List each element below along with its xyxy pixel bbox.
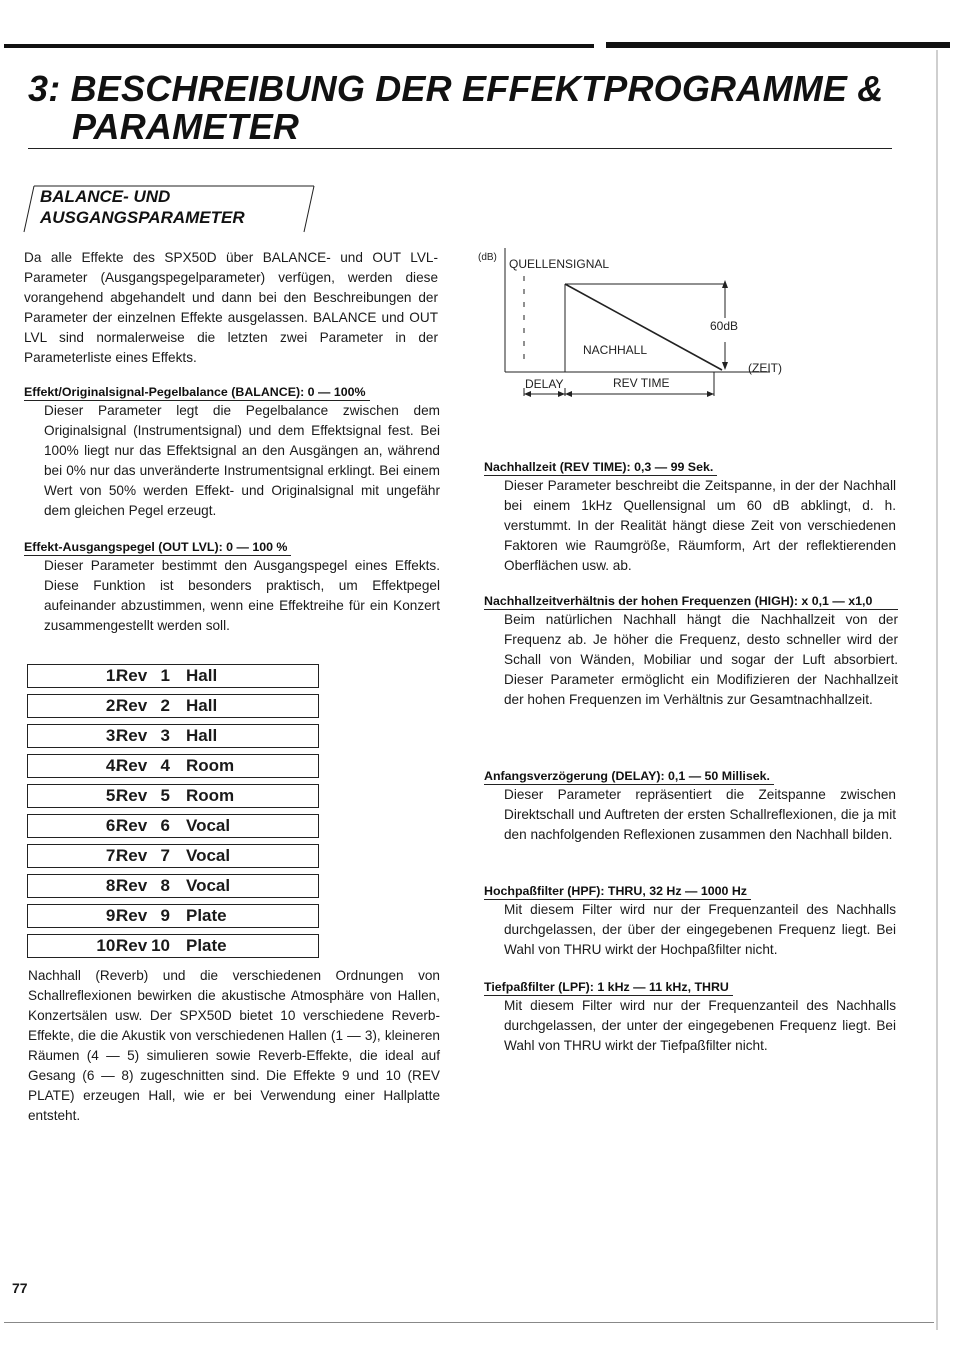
program-number: 2. [105,696,120,715]
program-type: Vocal [186,816,231,835]
program-type: Hall [186,696,218,715]
program-number: 3. [105,726,120,745]
section-intro: Da alle Effekte des SPX50D über BALANCE- und OUT LVL-Parameter (Ausgangspegelparameter) verfügen, werden diese vorangehend abgehandelt und dann bei den Beschreibungen der Parameter der einzelnen Effekte ausgelassen. BALANCE und OUT LVL sind normalerweise die letzten zwei Parameter in der Parameterliste eines Effekts. [24,250,438,365]
diagram-arrow-delay-left [524,391,531,397]
program-word: Rev [116,936,148,955]
program-word: Rev [116,786,148,805]
diagram-60db-label: 60dB [710,319,739,333]
param-heading: Effekt/Originalsignal-Pegelbalance (BALANCE): 0 — 100% [24,384,370,401]
page-number: 77 [12,1280,28,1296]
program-number: 9. [105,906,120,925]
program-word: Rev [116,876,148,895]
param-heading: Nachhallzeit (REV TIME): 0,3 — 99 Sek. [484,459,717,476]
program-word: Rev [116,726,148,745]
top-rule [4,44,594,48]
program-index: 4 [160,756,170,775]
param-text: Beim natürlichen Nachhall hängt die Nachhallzeit von der Frequenz ab. Je höher die Frequenz, desto schneller wird der Schall von Wänden, Mobiliar und sogar der Luft absorbiert. Dieser Parameter ermöglicht ein Modifizieren der Nachhallzeit der hohen Frequenzen im Verhältnis zur Gesamtnachhallzeit. [504,612,898,707]
param-rev-time [484,458,896,576]
program-row [27,874,319,898]
program-number: 7. [105,846,120,865]
page-title-line1: 3: BESCHREIBUNG DER EFFEKTPROGRAMME & [28,68,884,109]
param-text: Mit diesem Filter wird nur der Frequenzanteil des Nachhalls durchgelassen, der unter der eingegebenen Frequenz liegt. Bei Wahl von THRU wirkt der Tiefpaßfilter nicht. [504,998,896,1053]
program-row [27,784,319,808]
page-title [28,70,928,146]
param-high [484,593,898,710]
program-row [27,904,319,928]
bottom-rule [4,1322,934,1323]
diagram-time-label: (ZEIT) [748,361,782,375]
diagram-arrow-rev-left [565,391,572,397]
diagram-arrow-rev-right [707,391,714,397]
param-text: Dieser Parameter bestimmt den Ausgangspegel eines Effekts. Diese Funktion ist besonders praktisch, um Effektpegel aufeinander abzustimmen, wenn eine Effektreihe für ein Konzert zusammengestellt werden soll. [44,558,440,633]
program-index: 7 [160,846,170,865]
param-heading: Anfangsverzögerung (DELAY): 0,1 — 50 Millisek. [484,768,774,785]
program-word: Rev [116,666,148,685]
program-word: Rev [116,756,148,775]
param-hpf [484,882,896,960]
param-heading: Tiefpaßfilter (LPF): 1 kHz — 11 kHz, THRU [484,979,733,996]
reverb-description: Nachhall (Reverb) und die verschiedenen Ordnungen von Schallreflexionen bewirken die akustische Atmosphäre von Hallen, Konzertsälen usw. Der SPX50D bietet 10 verschiedene Reverb-Effekte, die die Akustik von verschiedenen Hallen (1 — 3), kleineren Räumen (4 — 5) simulieren sowie Reverb-Effekte, die ideal auf Gesang (6 — 8) zugeschnitten sind. Die Effekte 9 und 10 (REV PLATE) erzeugen Hall, wie er bei Verwendung einer Hallplatte entsteht. [28,968,440,1123]
diagram-source-label: QUELLENSIGNAL [509,257,610,271]
program-word: Rev [116,846,148,865]
diagram-delay-label: DELAY [525,377,564,391]
program-type: Plate [186,906,227,925]
program-row [27,754,319,778]
program-number: 5. [105,786,120,805]
program-row [27,814,319,838]
program-type: Hall [186,666,218,685]
diagram-db-label: (dB) [478,252,497,263]
page-edge [936,50,938,1330]
section-title [40,186,330,228]
program-type: Vocal [186,876,231,895]
section-title-line2: AUSGANGSPARAMETER [40,208,245,227]
program-row [27,844,319,868]
param-text: Dieser Parameter beschreibt die Zeitspanne, in der der Nachhall bei einem 1kHz Quellensignal um 60 dB abklingt, d. h. verstummt. In der Realität hängt diese Zeit von verschiedenen Faktoren wie Raumgröße, Räumform, Art der reflektierenden Oberflächen usw. ab. [504,478,896,573]
diagram-arrow-down [722,362,728,370]
param-text: Dieser Parameter repräsentiert die Zeitspanne zwischen Direktschall und Auftreten der ersten Schallreflexionen, die ja mit den nachfolgenden Reflexionen zusammen den Nachhall bilden. [504,787,896,842]
program-index: 2 [160,696,170,715]
reverb-diagram [476,246,796,406]
program-type: Hall [186,726,218,745]
section-title-line1: BALANCE- UND [40,187,171,206]
diagram-decay-line [565,284,722,370]
program-index: 9 [160,906,170,925]
program-type: Plate [186,936,227,955]
diagram-decay-label: NACHHALL [583,343,648,357]
program-index: 10 [151,936,170,955]
program-word: Rev [116,696,148,715]
page-title-line2: PARAMETER [72,106,300,147]
program-row [27,724,319,748]
param-delay [484,767,896,845]
program-index: 8 [160,876,170,895]
program-list [27,664,319,964]
program-index: 1 [160,666,170,685]
program-row [27,694,319,718]
program-type: Room [186,786,235,805]
program-index: 5 [160,786,170,805]
param-text: Mit diesem Filter wird nur der Frequenzanteil des Nachhalls durchgelassen, der über der eingegebenen Frequenz liegt. Bei Wahl von THRU wirkt der Hochpaßfilter nicht. [504,902,896,957]
program-number: 1. [105,666,120,685]
param-balance [24,383,440,521]
program-row [27,934,319,958]
program-type: Room [186,756,235,775]
program-word: Rev [116,816,148,835]
param-text: Dieser Parameter legt die Pegelbalance zwischen dem Originalsignal (Instrumentsignal) und dem Effektsignal fest. Bei 100% liegt nur das Effektsignal an den Ausgängen an, während bei 0% nur das unveränderte Instrumentsignal erklingt. Bei einem Wert von 50% werden Effekt- und Originalsignal mit ungefähr dem gleichen Pegel erzeugt. [44,403,440,518]
program-number: 4. [105,756,120,775]
param-out-lvl [24,538,440,636]
program-word: Rev [116,906,148,925]
param-lpf [484,978,896,1056]
diagram-arrow-delay-right [558,391,565,397]
top-rule-right [606,42,950,48]
title-underline [28,148,892,149]
program-number: 10. [96,936,120,955]
param-heading: Nachhallzeitverhältnis der hohen Frequenzen (HIGH): x 0,1 — x1,0 [484,593,898,610]
diagram-revtime-label: REV TIME [613,376,670,390]
program-number: 6. [105,816,120,835]
program-type: Vocal [186,846,231,865]
param-heading: Hochpaßfilter (HPF): THRU, 32 Hz — 1000 Hz [484,883,751,900]
program-row [27,664,319,688]
param-heading: Effekt-Ausgangspegel (OUT LVL): 0 — 100 % [24,539,291,556]
program-index: 6 [160,816,170,835]
program-index: 3 [160,726,170,745]
program-number: 8. [105,876,120,895]
